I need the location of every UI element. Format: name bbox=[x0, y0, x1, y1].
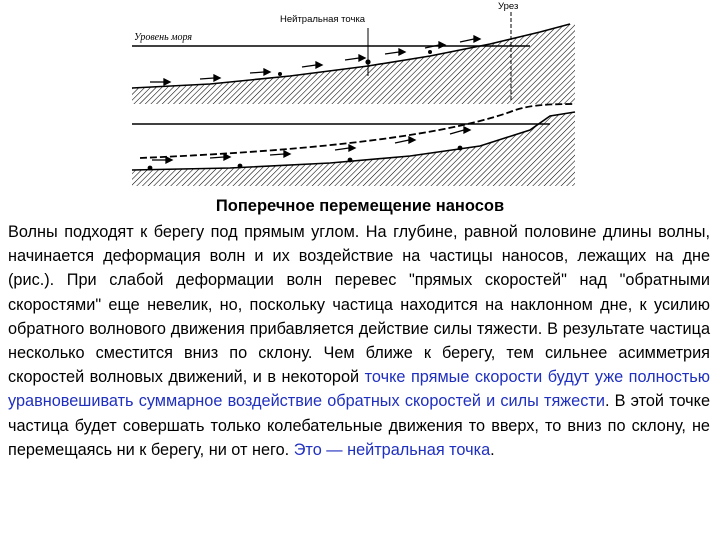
shoreline-label: Урез bbox=[498, 1, 519, 12]
sediment-diagram bbox=[130, 0, 580, 190]
top-seabed bbox=[132, 24, 575, 104]
figure-caption: Поперечное перемещение наносов bbox=[215, 197, 505, 215]
body-paragraph bbox=[8, 220, 710, 462]
neutral-point-label: Нейтральная точка bbox=[280, 14, 366, 25]
paragraph-highlight-2: Это — нейтральная точка bbox=[293, 440, 491, 459]
paragraph-part-3: . bbox=[490, 440, 495, 459]
paragraph-part-2: . В этой точке частица будет совершать только колебательные движения то вверх, то вниз по склону, не перемещаясь ни к берегу, ни от него. bbox=[8, 392, 711, 459]
paragraph-highlight-1: точке прямые скорости будут уже полностью уравновешивать суммарное воздействие обратных скоростей и силы тяжести bbox=[8, 368, 710, 411]
paragraph-part-1: Волны подходят к берегу под прямым углом. На глубине, равной половине длины волны, начинается деформация волн и их воздействие на частицы наносов, лежащих на дне (рис.). При слабой деформации волн перевес "прямых скоростей" над "обратными скоростями" еще невелик, но, поскольку частица находится на наклонном дне, к усилию обратного волнового движения прибавляется действие силы тяжести. В результате частица несколько сместится вниз по склону. Чем ближе к берегу, тем сильнее асимметрия скоростей волновых движений, и в некоторой bbox=[8, 223, 710, 387]
bottom-panel bbox=[132, 104, 575, 186]
top-panel bbox=[132, 1, 575, 104]
sea-level-label: Уровень моря bbox=[134, 32, 193, 43]
